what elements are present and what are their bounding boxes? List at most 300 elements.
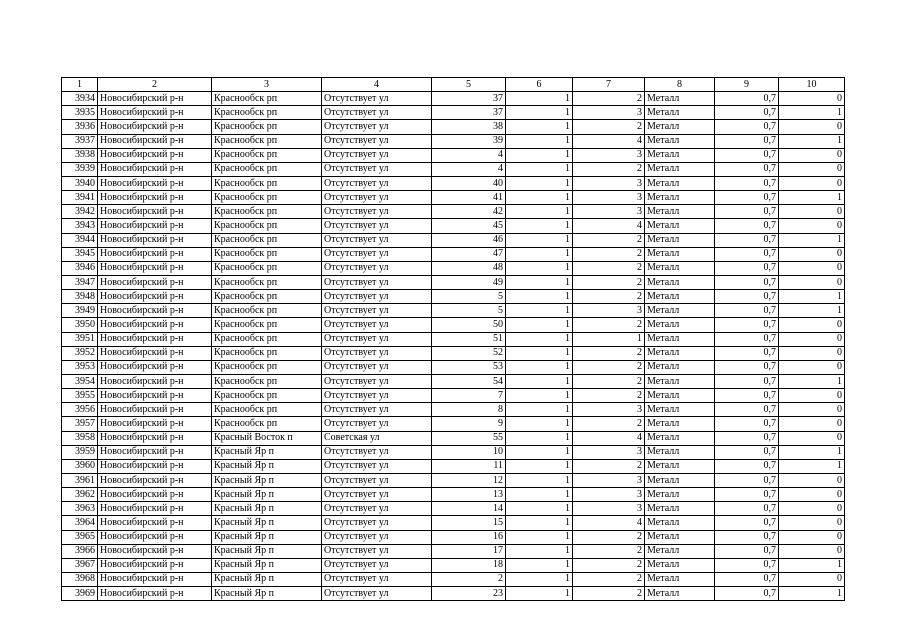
house-number-cell: 48 xyxy=(432,261,506,275)
material-cell: Металл xyxy=(645,148,715,162)
header-cell-2: 2 xyxy=(98,78,212,92)
col-6-value-cell: 1 xyxy=(506,233,573,247)
street-cell: Отсутствует ул xyxy=(322,92,432,106)
material-cell: Металл xyxy=(645,417,715,431)
col-6-value-cell: 1 xyxy=(506,261,573,275)
col-7-value-cell: 3 xyxy=(573,502,645,516)
house-number-cell: 9 xyxy=(432,417,506,431)
settlement-cell: Краснообск рп xyxy=(212,275,322,289)
house-number-cell: 14 xyxy=(432,502,506,516)
street-cell: Отсутствует ул xyxy=(322,530,432,544)
record-number-cell: 3947 xyxy=(62,275,98,289)
street-cell: Отсутствует ул xyxy=(322,332,432,346)
col-9-value-cell: 0,7 xyxy=(715,431,779,445)
table-row xyxy=(62,558,845,572)
col-7-value-cell: 1 xyxy=(573,332,645,346)
district-cell: Новосибирский р-н xyxy=(98,205,212,219)
material-cell: Металл xyxy=(645,346,715,360)
table-row xyxy=(62,162,845,176)
col-6-value-cell: 1 xyxy=(506,318,573,332)
col-10-value-cell: 0 xyxy=(779,346,845,360)
col-10-value-cell: 0 xyxy=(779,219,845,233)
settlement-cell: Краснообск рп xyxy=(212,332,322,346)
street-cell: Отсутствует ул xyxy=(322,148,432,162)
col-7-value-cell: 3 xyxy=(573,148,645,162)
col-6-value-cell: 1 xyxy=(506,403,573,417)
table-row xyxy=(62,134,845,148)
material-cell: Металл xyxy=(645,488,715,502)
col-6-value-cell: 1 xyxy=(506,332,573,346)
col-10-value-cell: 1 xyxy=(779,558,845,572)
house-number-cell: 18 xyxy=(432,558,506,572)
col-9-value-cell: 0,7 xyxy=(715,516,779,530)
col-9-value-cell: 0,7 xyxy=(715,558,779,572)
record-number-cell: 3968 xyxy=(62,572,98,586)
table-row xyxy=(62,572,845,586)
street-cell: Отсутствует ул xyxy=(322,247,432,261)
table-row xyxy=(62,544,845,558)
col-10-value-cell: 0 xyxy=(779,502,845,516)
col-10-value-cell: 0 xyxy=(779,247,845,261)
col-6-value-cell: 1 xyxy=(506,162,573,176)
street-cell: Отсутствует ул xyxy=(322,134,432,148)
col-6-value-cell: 1 xyxy=(506,205,573,219)
col-7-value-cell: 2 xyxy=(573,92,645,106)
settlement-cell: Красный Восток п xyxy=(212,431,322,445)
table-row xyxy=(62,473,845,487)
district-cell: Новосибирский р-н xyxy=(98,233,212,247)
settlement-cell: Краснообск рп xyxy=(212,389,322,403)
col-10-value-cell: 0 xyxy=(779,431,845,445)
street-cell: Отсутствует ул xyxy=(322,162,432,176)
col-7-value-cell: 2 xyxy=(573,247,645,261)
street-cell: Отсутствует ул xyxy=(322,191,432,205)
col-10-value-cell: 0 xyxy=(779,275,845,289)
col-6-value-cell: 1 xyxy=(506,219,573,233)
house-number-cell: 46 xyxy=(432,233,506,247)
district-cell: Новосибирский р-н xyxy=(98,290,212,304)
col-10-value-cell: 0 xyxy=(779,360,845,374)
street-cell: Отсутствует ул xyxy=(322,473,432,487)
col-10-value-cell: 0 xyxy=(779,403,845,417)
header-cell-5: 5 xyxy=(432,78,506,92)
col-7-value-cell: 2 xyxy=(573,374,645,388)
material-cell: Металл xyxy=(645,360,715,374)
material-cell: Металл xyxy=(645,92,715,106)
district-cell: Новосибирский р-н xyxy=(98,106,212,120)
house-number-cell: 15 xyxy=(432,516,506,530)
house-number-cell: 4 xyxy=(432,148,506,162)
settlement-cell: Красный Яр п xyxy=(212,530,322,544)
col-6-value-cell: 1 xyxy=(506,290,573,304)
col-9-value-cell: 0,7 xyxy=(715,374,779,388)
col-9-value-cell: 0,7 xyxy=(715,205,779,219)
material-cell: Металл xyxy=(645,374,715,388)
col-7-value-cell: 2 xyxy=(573,459,645,473)
district-cell: Новосибирский р-н xyxy=(98,431,212,445)
street-cell: Отсутствует ул xyxy=(322,176,432,190)
col-9-value-cell: 0,7 xyxy=(715,403,779,417)
material-cell: Металл xyxy=(645,191,715,205)
col-10-value-cell: 1 xyxy=(779,445,845,459)
house-number-cell: 41 xyxy=(432,191,506,205)
col-6-value-cell: 1 xyxy=(506,247,573,261)
table-row xyxy=(62,445,845,459)
material-cell: Металл xyxy=(645,247,715,261)
house-number-cell: 40 xyxy=(432,176,506,190)
header-cell-6: 6 xyxy=(506,78,573,92)
street-cell: Отсутствует ул xyxy=(322,389,432,403)
col-9-value-cell: 0,7 xyxy=(715,346,779,360)
district-cell: Новосибирский р-н xyxy=(98,516,212,530)
material-cell: Металл xyxy=(645,572,715,586)
col-9-value-cell: 0,7 xyxy=(715,176,779,190)
house-number-cell: 42 xyxy=(432,205,506,219)
col-7-value-cell: 3 xyxy=(573,191,645,205)
col-9-value-cell: 0,7 xyxy=(715,445,779,459)
settlement-cell: Краснообск рп xyxy=(212,261,322,275)
settlement-cell: Краснообск рп xyxy=(212,403,322,417)
col-7-value-cell: 4 xyxy=(573,219,645,233)
material-cell: Металл xyxy=(645,134,715,148)
district-cell: Новосибирский р-н xyxy=(98,459,212,473)
record-number-cell: 3938 xyxy=(62,148,98,162)
district-cell: Новосибирский р-н xyxy=(98,191,212,205)
record-number-cell: 3953 xyxy=(62,360,98,374)
col-9-value-cell: 0,7 xyxy=(715,148,779,162)
col-9-value-cell: 0,7 xyxy=(715,360,779,374)
col-7-value-cell: 2 xyxy=(573,346,645,360)
material-cell: Металл xyxy=(645,106,715,120)
material-cell: Металл xyxy=(645,516,715,530)
col-10-value-cell: 0 xyxy=(779,162,845,176)
house-number-cell: 39 xyxy=(432,134,506,148)
col-6-value-cell: 1 xyxy=(506,502,573,516)
col-7-value-cell: 3 xyxy=(573,176,645,190)
district-cell: Новосибирский р-н xyxy=(98,275,212,289)
material-cell: Металл xyxy=(645,558,715,572)
table-row xyxy=(62,530,845,544)
district-cell: Новосибирский р-н xyxy=(98,92,212,106)
district-cell: Новосибирский р-н xyxy=(98,374,212,388)
col-6-value-cell: 1 xyxy=(506,360,573,374)
record-number-cell: 3935 xyxy=(62,106,98,120)
col-7-value-cell: 3 xyxy=(573,106,645,120)
house-number-cell: 23 xyxy=(432,587,506,601)
settlement-cell: Краснообск рп xyxy=(212,176,322,190)
col-7-value-cell: 2 xyxy=(573,233,645,247)
street-cell: Отсутствует ул xyxy=(322,304,432,318)
district-cell: Новосибирский р-н xyxy=(98,120,212,134)
col-9-value-cell: 0,7 xyxy=(715,275,779,289)
col-10-value-cell: 0 xyxy=(779,488,845,502)
col-6-value-cell: 1 xyxy=(506,92,573,106)
record-number-cell: 3966 xyxy=(62,544,98,558)
material-cell: Металл xyxy=(645,261,715,275)
settlement-cell: Краснообск рп xyxy=(212,374,322,388)
settlement-cell: Красный Яр п xyxy=(212,502,322,516)
house-number-cell: 12 xyxy=(432,473,506,487)
record-number-cell: 3962 xyxy=(62,488,98,502)
col-6-value-cell: 1 xyxy=(506,516,573,530)
col-10-value-cell: 0 xyxy=(779,530,845,544)
col-9-value-cell: 0,7 xyxy=(715,290,779,304)
table-row xyxy=(62,516,845,530)
col-9-value-cell: 0,7 xyxy=(715,162,779,176)
col-9-value-cell: 0,7 xyxy=(715,587,779,601)
col-7-value-cell: 2 xyxy=(573,261,645,275)
street-cell: Отсутствует ул xyxy=(322,516,432,530)
street-cell: Отсутствует ул xyxy=(322,374,432,388)
col-6-value-cell: 1 xyxy=(506,374,573,388)
district-cell: Новосибирский р-н xyxy=(98,502,212,516)
record-number-cell: 3943 xyxy=(62,219,98,233)
col-9-value-cell: 0,7 xyxy=(715,459,779,473)
material-cell: Металл xyxy=(645,332,715,346)
record-number-cell: 3941 xyxy=(62,191,98,205)
col-9-value-cell: 0,7 xyxy=(715,304,779,318)
col-10-value-cell: 1 xyxy=(779,106,845,120)
col-10-value-cell: 0 xyxy=(779,544,845,558)
col-7-value-cell: 2 xyxy=(573,318,645,332)
settlement-cell: Красный Яр п xyxy=(212,459,322,473)
record-number-cell: 3969 xyxy=(62,587,98,601)
col-9-value-cell: 0,7 xyxy=(715,318,779,332)
header-row xyxy=(62,78,845,92)
district-cell: Новосибирский р-н xyxy=(98,544,212,558)
street-cell: Отсутствует ул xyxy=(322,106,432,120)
settlement-cell: Краснообск рп xyxy=(212,92,322,106)
col-10-value-cell: 0 xyxy=(779,572,845,586)
col-6-value-cell: 1 xyxy=(506,431,573,445)
record-number-cell: 3945 xyxy=(62,247,98,261)
col-7-value-cell: 3 xyxy=(573,445,645,459)
col-6-value-cell: 1 xyxy=(506,106,573,120)
house-number-cell: 2 xyxy=(432,572,506,586)
district-cell: Новосибирский р-н xyxy=(98,304,212,318)
street-cell: Отсутствует ул xyxy=(322,275,432,289)
material-cell: Металл xyxy=(645,587,715,601)
house-number-cell: 11 xyxy=(432,459,506,473)
col-6-value-cell: 1 xyxy=(506,587,573,601)
col-9-value-cell: 0,7 xyxy=(715,219,779,233)
street-cell: Отсутствует ул xyxy=(322,261,432,275)
settlement-cell: Краснообск рп xyxy=(212,233,322,247)
col-7-value-cell: 2 xyxy=(573,530,645,544)
settlement-cell: Краснообск рп xyxy=(212,219,322,233)
street-cell: Отсутствует ул xyxy=(322,445,432,459)
material-cell: Металл xyxy=(645,544,715,558)
table-row xyxy=(62,431,845,445)
record-number-cell: 3944 xyxy=(62,233,98,247)
settlement-cell: Краснообск рп xyxy=(212,106,322,120)
material-cell: Металл xyxy=(645,205,715,219)
settlement-cell: Красный Яр п xyxy=(212,516,322,530)
col-9-value-cell: 0,7 xyxy=(715,332,779,346)
district-cell: Новосибирский р-н xyxy=(98,176,212,190)
material-cell: Металл xyxy=(645,162,715,176)
record-number-cell: 3964 xyxy=(62,516,98,530)
header-cell-4: 4 xyxy=(322,78,432,92)
material-cell: Металл xyxy=(645,530,715,544)
col-10-value-cell: 0 xyxy=(779,389,845,403)
col-7-value-cell: 3 xyxy=(573,403,645,417)
table-row xyxy=(62,261,845,275)
house-number-cell: 4 xyxy=(432,162,506,176)
col-9-value-cell: 0,7 xyxy=(715,134,779,148)
col-6-value-cell: 1 xyxy=(506,120,573,134)
material-cell: Металл xyxy=(645,120,715,134)
district-cell: Новосибирский р-н xyxy=(98,360,212,374)
record-number-cell: 3967 xyxy=(62,558,98,572)
district-cell: Новосибирский р-н xyxy=(98,389,212,403)
col-6-value-cell: 1 xyxy=(506,389,573,403)
col-10-value-cell: 1 xyxy=(779,459,845,473)
col-10-value-cell: 1 xyxy=(779,233,845,247)
table-row xyxy=(62,247,845,261)
table-row xyxy=(62,304,845,318)
col-9-value-cell: 0,7 xyxy=(715,417,779,431)
col-6-value-cell: 1 xyxy=(506,544,573,558)
table-row xyxy=(62,106,845,120)
col-7-value-cell: 4 xyxy=(573,516,645,530)
material-cell: Металл xyxy=(645,219,715,233)
col-10-value-cell: 1 xyxy=(779,587,845,601)
settlement-cell: Красный Яр п xyxy=(212,587,322,601)
district-cell: Новосибирский р-н xyxy=(98,530,212,544)
material-cell: Металл xyxy=(645,233,715,247)
record-number-cell: 3952 xyxy=(62,346,98,360)
record-number-cell: 3951 xyxy=(62,332,98,346)
record-number-cell: 3963 xyxy=(62,502,98,516)
col-10-value-cell: 0 xyxy=(779,318,845,332)
table-header xyxy=(62,78,845,92)
settlement-cell: Краснообск рп xyxy=(212,247,322,261)
col-10-value-cell: 0 xyxy=(779,205,845,219)
material-cell: Металл xyxy=(645,459,715,473)
record-number-cell: 3934 xyxy=(62,92,98,106)
record-number-cell: 3965 xyxy=(62,530,98,544)
table-row xyxy=(62,417,845,431)
col-7-value-cell: 2 xyxy=(573,275,645,289)
settlement-cell: Краснообск рп xyxy=(212,304,322,318)
col-10-value-cell: 1 xyxy=(779,304,845,318)
house-number-cell: 47 xyxy=(432,247,506,261)
header-cell-8: 8 xyxy=(645,78,715,92)
street-cell: Отсутствует ул xyxy=(322,219,432,233)
district-cell: Новосибирский р-н xyxy=(98,261,212,275)
record-number-cell: 3942 xyxy=(62,205,98,219)
record-number-cell: 3961 xyxy=(62,473,98,487)
col-9-value-cell: 0,7 xyxy=(715,120,779,134)
col-7-value-cell: 4 xyxy=(573,134,645,148)
district-cell: Новосибирский р-н xyxy=(98,148,212,162)
street-cell: Отсутствует ул xyxy=(322,558,432,572)
col-6-value-cell: 1 xyxy=(506,417,573,431)
col-10-value-cell: 1 xyxy=(779,134,845,148)
record-number-cell: 3949 xyxy=(62,304,98,318)
settlement-cell: Краснообск рп xyxy=(212,205,322,219)
col-6-value-cell: 1 xyxy=(506,148,573,162)
col-10-value-cell: 0 xyxy=(779,92,845,106)
col-7-value-cell: 4 xyxy=(573,431,645,445)
district-cell: Новосибирский р-н xyxy=(98,587,212,601)
col-7-value-cell: 2 xyxy=(573,572,645,586)
table-row xyxy=(62,488,845,502)
settlement-cell: Краснообск рп xyxy=(212,191,322,205)
col-10-value-cell: 1 xyxy=(779,374,845,388)
col-9-value-cell: 0,7 xyxy=(715,544,779,558)
col-9-value-cell: 0,7 xyxy=(715,233,779,247)
col-10-value-cell: 0 xyxy=(779,261,845,275)
col-7-value-cell: 2 xyxy=(573,290,645,304)
col-6-value-cell: 1 xyxy=(506,176,573,190)
house-number-cell: 54 xyxy=(432,374,506,388)
house-number-cell: 7 xyxy=(432,389,506,403)
district-cell: Новосибирский р-н xyxy=(98,247,212,261)
table-row xyxy=(62,120,845,134)
record-number-cell: 3956 xyxy=(62,403,98,417)
district-cell: Новосибирский р-н xyxy=(98,445,212,459)
district-cell: Новосибирский р-н xyxy=(98,417,212,431)
district-cell: Новосибирский р-н xyxy=(98,219,212,233)
house-number-cell: 16 xyxy=(432,530,506,544)
settlement-cell: Краснообск рп xyxy=(212,120,322,134)
material-cell: Металл xyxy=(645,176,715,190)
district-cell: Новосибирский р-н xyxy=(98,572,212,586)
settlement-cell: Красный Яр п xyxy=(212,488,322,502)
settlement-cell: Краснообск рп xyxy=(212,148,322,162)
record-number-cell: 3960 xyxy=(62,459,98,473)
record-number-cell: 3958 xyxy=(62,431,98,445)
house-number-cell: 49 xyxy=(432,275,506,289)
col-9-value-cell: 0,7 xyxy=(715,247,779,261)
record-number-cell: 3937 xyxy=(62,134,98,148)
table-row xyxy=(62,403,845,417)
record-number-cell: 3939 xyxy=(62,162,98,176)
col-6-value-cell: 1 xyxy=(506,530,573,544)
col-10-value-cell: 1 xyxy=(779,191,845,205)
table-row xyxy=(62,318,845,332)
district-cell: Новосибирский р-н xyxy=(98,473,212,487)
col-6-value-cell: 1 xyxy=(506,134,573,148)
col-10-value-cell: 0 xyxy=(779,176,845,190)
house-number-cell: 17 xyxy=(432,544,506,558)
col-6-value-cell: 1 xyxy=(506,346,573,360)
col-10-value-cell: 0 xyxy=(779,473,845,487)
col-6-value-cell: 1 xyxy=(506,445,573,459)
table-row xyxy=(62,219,845,233)
col-10-value-cell: 0 xyxy=(779,516,845,530)
district-cell: Новосибирский р-н xyxy=(98,134,212,148)
settlement-cell: Красный Яр п xyxy=(212,572,322,586)
record-number-cell: 3940 xyxy=(62,176,98,190)
street-cell: Советская ул xyxy=(322,431,432,445)
col-10-value-cell: 0 xyxy=(779,120,845,134)
material-cell: Металл xyxy=(645,502,715,516)
col-9-value-cell: 0,7 xyxy=(715,261,779,275)
col-7-value-cell: 2 xyxy=(573,417,645,431)
col-6-value-cell: 1 xyxy=(506,572,573,586)
col-6-value-cell: 1 xyxy=(506,304,573,318)
settlement-cell: Краснообск рп xyxy=(212,162,322,176)
district-cell: Новосибирский р-н xyxy=(98,318,212,332)
col-10-value-cell: 1 xyxy=(779,290,845,304)
settlement-cell: Краснообск рп xyxy=(212,360,322,374)
material-cell: Металл xyxy=(645,403,715,417)
col-9-value-cell: 0,7 xyxy=(715,92,779,106)
header-cell-9: 9 xyxy=(715,78,779,92)
